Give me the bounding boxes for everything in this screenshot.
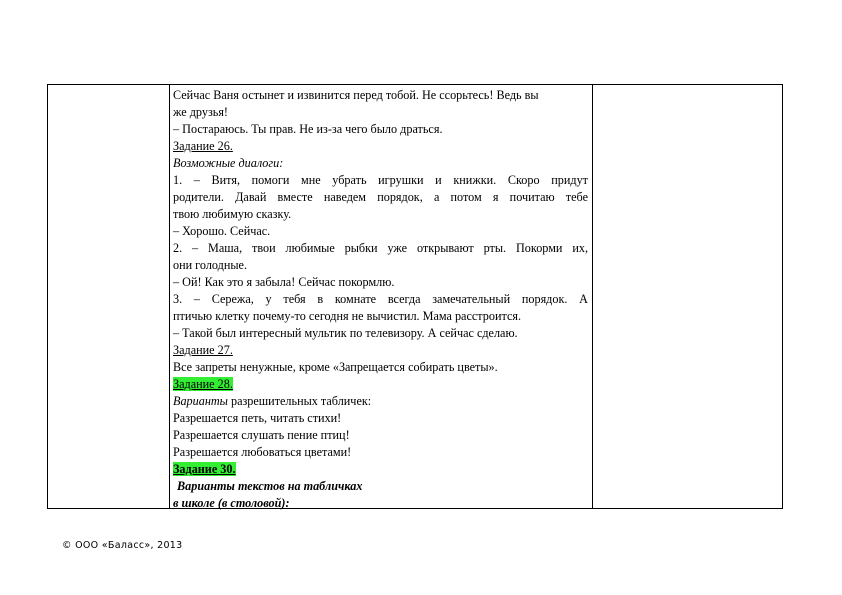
text-line: – Постараюсь. Ты прав. Не из-за чего было драться. bbox=[173, 122, 443, 136]
text-line: Варианты текстов на табличках bbox=[177, 479, 363, 493]
task-28-heading bbox=[173, 376, 588, 393]
text-line: Разрешается любоваться цветами! bbox=[173, 445, 352, 459]
task-30-label: Задание 30. bbox=[173, 462, 236, 476]
column-divider-left bbox=[169, 85, 170, 508]
text-line: 3. – Сережа, у тебя в комнате всегда замечательный порядок. А bbox=[173, 292, 588, 306]
text-line: Разрешается петь, читать стихи! bbox=[173, 411, 342, 425]
text-line: 1. – Витя, помоги мне убрать игрушки и книжки. Скоро придут bbox=[173, 173, 588, 187]
text-line: в школе (в столовой): bbox=[173, 496, 290, 510]
text-line: они голодные. bbox=[173, 258, 248, 272]
text-line: же друзья! bbox=[173, 105, 228, 119]
text-line: – Ой! Как это я забыла! Сейчас покормлю. bbox=[173, 275, 395, 289]
task-26-heading bbox=[173, 138, 588, 155]
task-27-heading bbox=[173, 342, 588, 359]
text-line: родители. Давай вместе наведем порядок, а потом я почитаю тебе bbox=[173, 190, 588, 204]
text-line: – Хорошо. Сейчас. bbox=[173, 224, 271, 238]
variants-rest: разрешительных табличек: bbox=[227, 394, 372, 408]
task-27-label: Задание 27. bbox=[173, 343, 233, 357]
variants-word: Варианты bbox=[173, 394, 228, 408]
task-28-label: Задание 28. bbox=[173, 377, 233, 391]
content-table bbox=[47, 84, 783, 509]
text-line: – Такой был интересный мультик по телевизору. А сейчас сделаю. bbox=[173, 326, 518, 340]
text-line: Все запреты ненужные, кроме «Запрещается собирать цветы». bbox=[173, 360, 498, 374]
copyright-footer: © ООО «Баласс», 2013 bbox=[62, 540, 183, 551]
variants-line bbox=[173, 393, 588, 410]
text-line: Разрешается слушать пение птиц! bbox=[173, 428, 350, 442]
dialogs-heading: Возможные диалоги: bbox=[173, 156, 284, 170]
task-26-label: Задание 26. bbox=[173, 139, 233, 153]
text-line: 2. – Маша, твои любимые рыбки уже открывают рты. Покорми их, bbox=[173, 241, 588, 255]
text-line: твою любимую сказку. bbox=[173, 207, 292, 221]
text-line: Сейчас Ваня остынет и извинится перед тобой. Не ссорьтесь! Ведь вы bbox=[173, 88, 539, 102]
task-30-heading bbox=[173, 461, 588, 478]
text-line: птичью клетку почему-то сегодня не вычистил. Мама расстроится. bbox=[173, 309, 522, 323]
middle-cell-text bbox=[173, 87, 588, 512]
column-divider-right bbox=[592, 85, 593, 508]
